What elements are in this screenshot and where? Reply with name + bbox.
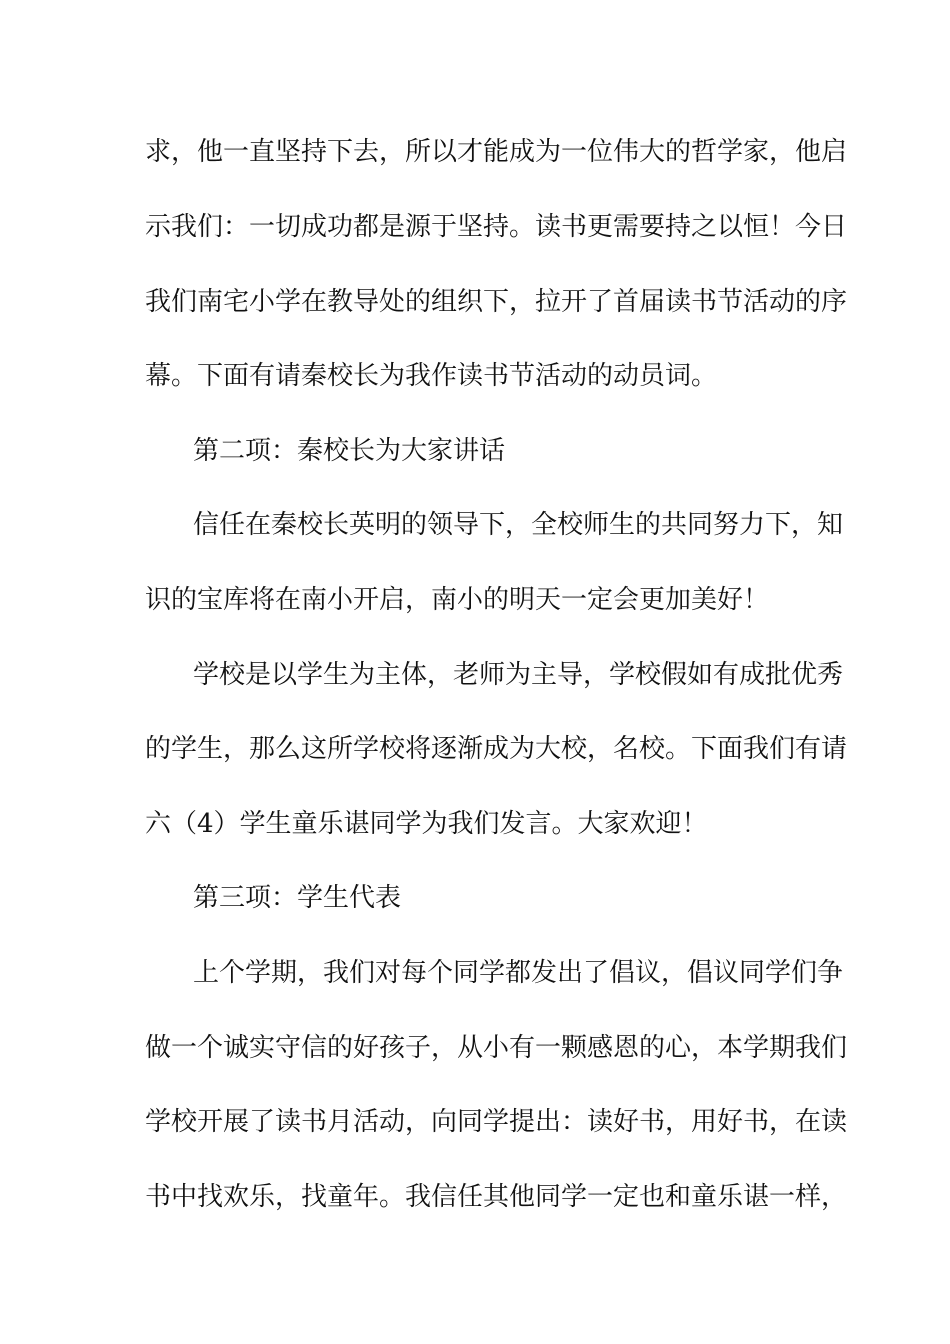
text-line: 信任在秦校长英明的领导下，全校师生的共同努力下，知 — [193, 510, 844, 540]
text-line: 的学生，那么这所学校将逐渐成为大校，名校。下面我们有请 — [145, 734, 848, 764]
text-line: 书中找欢乐，找童年。我信任其他同学一定也和童乐谌一样， — [145, 1182, 848, 1212]
section-heading: 第二项：秦校长为大家讲话 — [193, 436, 506, 466]
text-line: 求，他一直坚持下去，所以才能成为一位伟大的哲学家，他启 — [145, 137, 848, 167]
text-line: 示我们：一切成功都是源于坚持。读书更需要持之以恒！今日 — [145, 212, 848, 242]
text-line: 学校是以学生为主体，老师为主导，学校假如有成批优秀 — [193, 660, 844, 690]
text-line: 识的宝库将在南小开启，南小的明天一定会更加美好！ — [145, 585, 770, 615]
section-heading: 第三项：学生代表 — [193, 883, 402, 913]
text-line: 做一个诚实守信的好孩子，从小有一颗感恩的心，本学期我们 — [145, 1033, 848, 1063]
text-line: 我们南宅小学在教导处的组织下，拉开了首届读书节活动的序 — [145, 287, 848, 317]
text-line: 学校开展了读书月活动，向同学提出：读好书，用好书，在读 — [145, 1107, 848, 1137]
text-line: 上个学期，我们对每个同学都发出了倡议，倡议同学们争 — [193, 958, 844, 988]
text-line: 幕。下面有请秦校长为我作读书节活动的动员词。 — [145, 361, 718, 391]
text-line: 六（4）学生童乐谌同学为我们发言。大家欢迎！ — [145, 809, 708, 839]
